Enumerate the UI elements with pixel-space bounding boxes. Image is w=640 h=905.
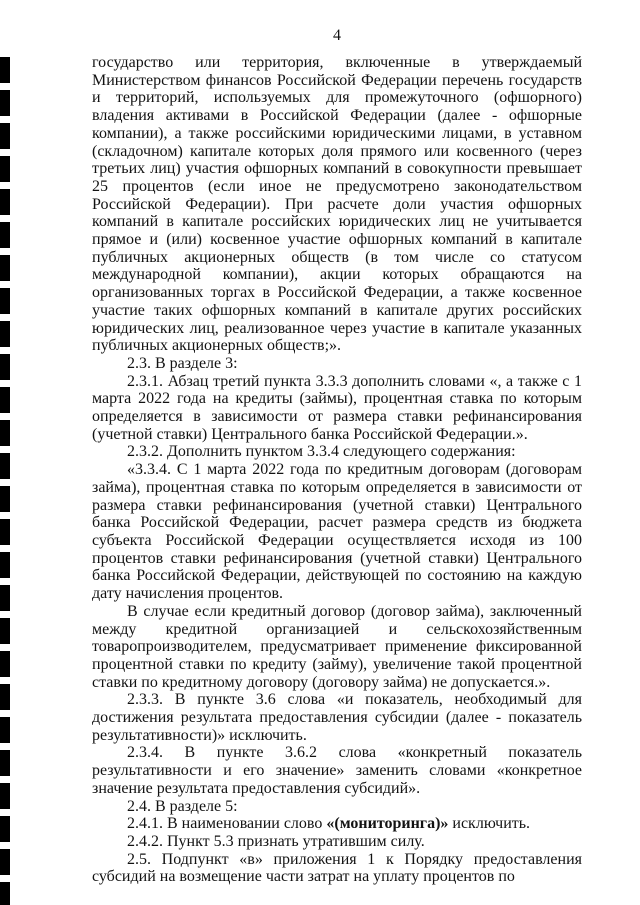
- paragraph-continuation: государство или территория, включенные в утверждаемый Министерством финансов Российской Федерации перечень государств и территорий, используемых для промежуточного (офшорного) владения активами в Российской Федерации (далее - офшорные компании), а также российскими юридическими лицами, в уставном (складочном) капитале которых доля прямого или косвенного (через третьих лиц) участия офшорных компаний в совокупности превышает 25 процентов (если иное не предусмотрено законодательством Российской Федерации). При расчете доли участия офшорных компаний в капитале российских юридических лиц не учитывается прямое и (или) косвенное участие офшорных компаний в капитале публичных акционерных обществ (в том числе со статусом международной компании), акции которых обращаются на организованных торгах в Российской Федерации, а также косвенное участие таких офшорных компаний в капитале других российских юридических лиц, реализованное через участие в капитале указанных публичных акционерных обществ;».: [92, 54, 582, 355]
- paragraph-2-5: 2.5. Подпункт «в» приложения 1 к Порядку предоставления субсидий на возмещение части затрат на уплату процентов по: [92, 850, 582, 886]
- paragraph-3-3-4-continued: В случае если кредитный договор (договор займа), заключенный между кредитной организацией и сельскохозяйственным товаропроизводителем, предусматривает применение фиксированной процентной ставки по кредиту (займу), увеличение такой процентной ставки по кредитному договору (договору займа) не допускается.».: [92, 602, 582, 691]
- paragraph-2-4-1-bold-term: «(мониторинга)»: [326, 815, 449, 833]
- paragraph-2-3-4: 2.3.4. В пункте 3.6.2 слова «конкретный показатель результативности и его значение» заменить словами «конкретное значение результата предоставления субсидий».: [92, 744, 582, 797]
- document-body: [92, 54, 582, 886]
- paragraph-2-3: 2.3. В разделе 3:: [127, 354, 238, 372]
- scan-edge-artifact: [0, 57, 10, 905]
- paragraph-3-3-4: «3.3.4. С 1 марта 2022 года по кредитным договорам (договорам займа), процентная ставка по которым определяется в зависимости от размера ставки рефинансирования (учетной ставки) Центрального банка Российской Федерации, расчет размера средств из бюджета субъекта Российской Федерации осуществляется исходя из 100 процентов ставки рефинансирования (учетной ставки) Центрального банка Российской Федерации, действующей по состоянию на каждую дату начисления процентов.: [92, 461, 582, 603]
- paragraph-2-3-3: 2.3.3. В пункте 3.6 слова «и показатель, необходимый для достижения результата предоставления субсидии (далее - показатель результативности)» исключить.: [92, 691, 582, 744]
- paragraph-2-3-1: 2.3.1. Абзац третий пункта 3.3.3 дополнить словами «, а также с 1 марта 2022 года на кредиты (займы), процентная ставка по которым определяется в зависимости от размера ставки рефинансирования (учетной ставки) Центрального банка Российской Федерации.».: [92, 372, 582, 443]
- paragraph-2-4-2: 2.4.2. Пункт 5.3 признать утратившим силу.: [127, 832, 425, 850]
- paragraph-2-4-1: [92, 815, 582, 833]
- paragraph-2-4: 2.4. В разделе 5:: [127, 797, 238, 815]
- paragraph-2-4-1-suffix: исключить.: [448, 815, 531, 833]
- paragraph-2-4-1-prefix: 2.4.1. В наименовании слово: [127, 815, 327, 833]
- paragraph-2-3-2: 2.3.2. Дополнить пунктом 3.3.4 следующего содержания:: [127, 443, 516, 461]
- page-number: 4: [333, 27, 341, 44]
